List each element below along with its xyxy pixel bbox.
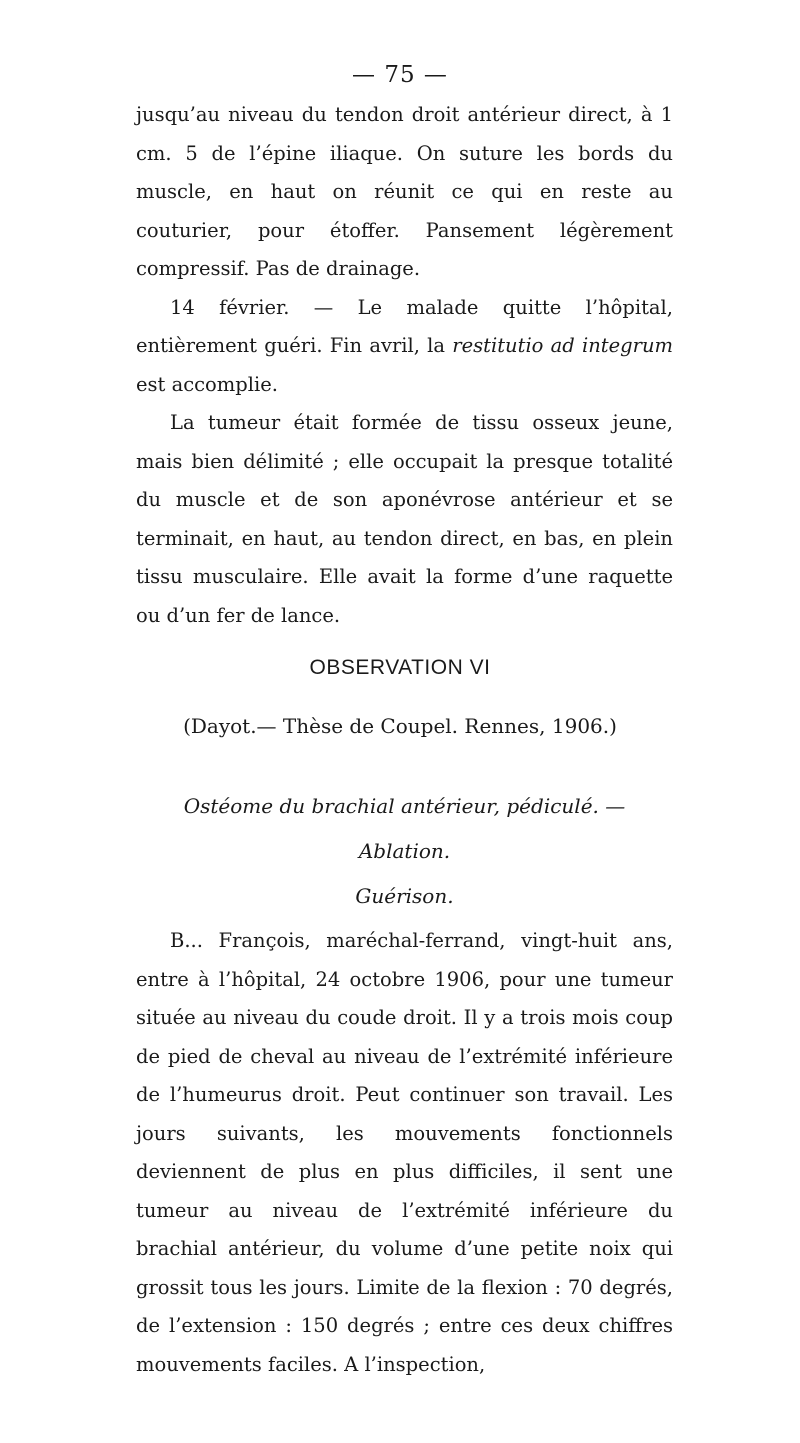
latin-phrase: restitutio ad integrum — [452, 334, 673, 357]
paragraph-tumor-description: La tumeur était formée de tissu osseux jeune, mais bien délimité ; elle occupait la presque totalité du muscle et de son aponévrose antérieur et se terminait, en haut, au tendon direct, en bas, en plein tissu musculaire. Elle avait la forme d’une raquette ou d’un fer de lance. — [136, 411, 673, 627]
text-block-top — [136, 96, 673, 635]
case-title — [136, 784, 673, 919]
paragraph-discharge — [136, 289, 673, 405]
paragraph-case-history: B... François, maréchal-ferrand, vingt-huit ans, entre à l’hôpital, 24 octobre 1906, pour une tumeur située au niveau du coude droit. Il y a trois mois coup de pied de cheval au niveau de l’extrémité inférieure de l’humeurus droit. Peut continuer son travail. Les jours suivants, les mouvements fonctionnels deviennent de plus en plus difficiles, il sent une tumeur au niveau de l’extrémité inférieure du brachial antérieur, du volume d’une petite noix qui grossit tous les jours. Limite de la flexion : 70 degrés, de l’extension : 150 degrés ; entre ces deux chiffres mouvements faciles. A l’inspection, — [136, 929, 673, 1376]
case-title-line-1: Ostéome du brachial antérieur, pédiculé. — Ablation. — [183, 794, 626, 863]
case-title-line-2: Guérison. — [355, 884, 454, 908]
observation-heading: OBSERVATION VI — [309, 656, 491, 679]
paragraph-discharge-end: est accomplie. — [136, 372, 278, 396]
observation-source: (Dayot.— Thèse de Coupel. Rennes, 1906.) — [183, 714, 617, 738]
page-number: — 75 — — [352, 62, 448, 88]
paragraph-continuation: jusqu’au niveau du tendon droit antérieur direct, à 1 cm. 5 de l’épine iliaque. On suture les bords du muscle, en haut on réunit ce qui en reste au couturier, pour étoffer. Pansement légèrement compressif. Pas de drainage. — [136, 103, 673, 280]
paragraph-discharge-start: 14 février. — Le malade quitte l’hôpital, entièrement guéri. Fin avril, la — [136, 295, 673, 357]
text-block-case — [136, 922, 673, 1384]
